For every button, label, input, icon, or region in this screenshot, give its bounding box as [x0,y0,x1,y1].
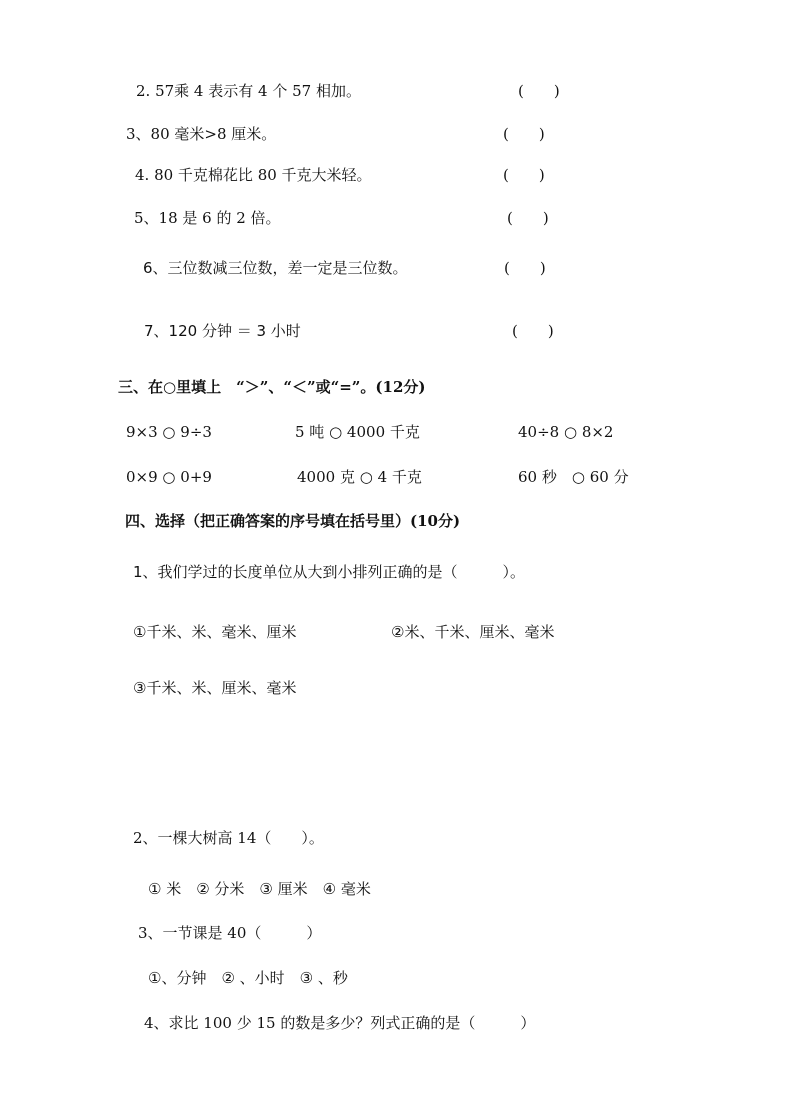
compare-item-6[interactable]: 60 秒 ○ 60 分 [518,468,629,486]
choice-q1-option-1[interactable]: ①千米、米、毫米、厘米 [133,623,297,641]
compare-item-5[interactable]: 4000 克 ○ 4 千克 [297,468,422,486]
choice-q1-option-3[interactable]: ③千米、米、厘米、毫米 [133,679,297,697]
choice-q2-text: 2、一棵大树高 14（ ）。 [133,829,324,847]
compare-item-2[interactable]: 5 吨 ○ 4000 千克 [295,423,420,441]
judge-q7-text: 7、120 分钟 ＝ 3 小时 [144,322,301,340]
choice-q2-options[interactable]: ① 米 ② 分米 ③ 厘米 ④ 毫米 [148,880,371,898]
judge-q2-answer-paren[interactable]: ( ) [518,82,560,100]
judge-q3-answer-paren[interactable]: ( ) [503,125,545,143]
choice-q4-text: 4、求比 100 少 15 的数是多少？列式正确的是（ ） [144,1014,536,1032]
judge-q7-answer-paren[interactable]: ( ) [512,322,554,340]
choice-q1-option-2[interactable]: ②米、千米、厘米、毫米 [391,623,555,641]
judge-q4-answer-paren[interactable]: ( ) [503,166,545,184]
choice-q1-text: 1、我们学过的长度单位从大到小排列正确的是（ ）。 [133,563,526,581]
judge-q6-answer-paren[interactable]: ( ) [504,259,546,277]
judge-q6-text: 6、三位数减三位数，差一定是三位数。 [143,259,408,277]
judge-q2-text: 2. 57乘 4 表示有 4 个 57 相加。 [136,82,361,100]
judge-q4-text: 4. 80 千克棉花比 80 千克大米轻。 [135,166,372,184]
choice-q3-text: 3、一节课是 40（ ） [138,924,322,942]
choice-q3-options[interactable]: ①、分钟 ② 、小时 ③ 、秒 [148,969,348,987]
section3-title: 三、在○里填上 “＞”、“＜”或“=”。(12分) [118,378,426,396]
compare-item-4[interactable]: 0×9 ○ 0+9 [126,468,212,486]
judge-q5-answer-paren[interactable]: ( ) [507,209,549,227]
judge-q5-text: 5、18 是 6 的 2 倍。 [134,209,281,227]
compare-item-1[interactable]: 9×3 ○ 9÷3 [126,423,212,441]
section4-title: 四、选择（把正确答案的序号填在括号里）(10分) [125,512,461,530]
judge-q3-text: 3、80 毫米>8 厘米。 [126,125,277,143]
compare-item-3[interactable]: 40÷8 ○ 8×2 [518,423,614,441]
